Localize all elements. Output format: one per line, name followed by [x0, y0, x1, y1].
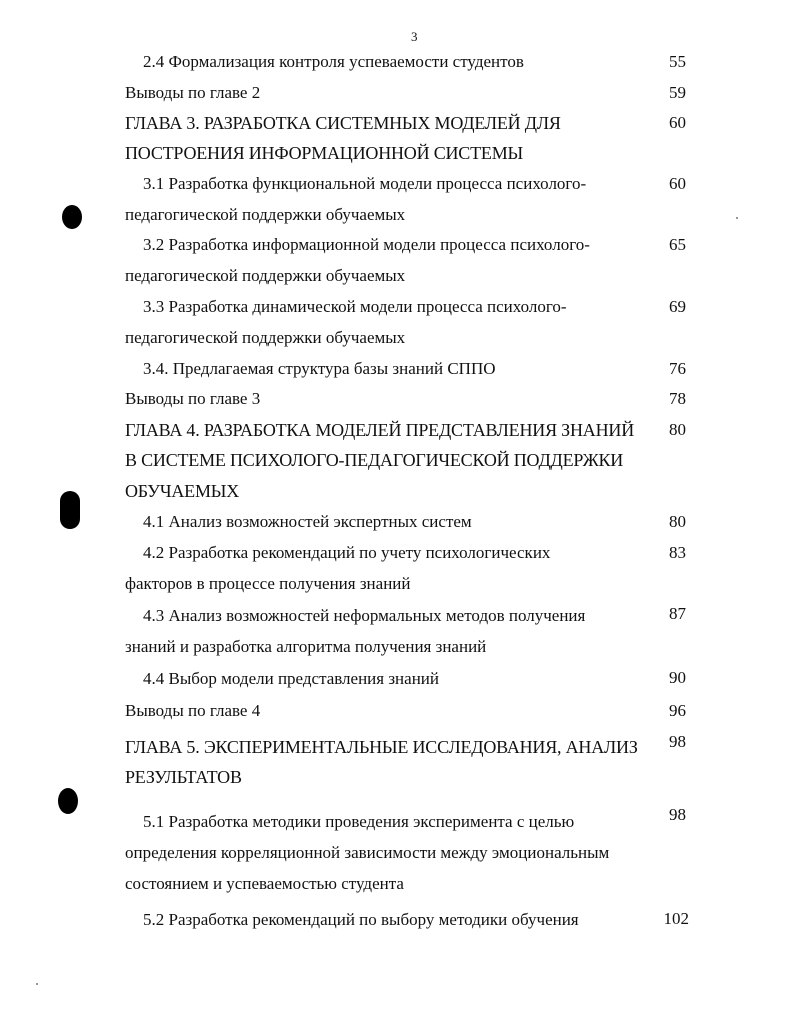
toc-entry-title: 5.2 Разработка рекомендаций по выбору методики обучения	[143, 910, 579, 929]
page-number: 3	[411, 29, 418, 44]
toc-entry-title: 4.1 Анализ возможностей экспертных систем	[143, 512, 472, 531]
toc-entry-title: 3.4. Предлагаемая структура базы знаний СППО	[143, 359, 496, 378]
binder-hole-top	[62, 205, 82, 229]
binder-hole-middle	[60, 491, 80, 529]
toc-entry-page: 59	[669, 83, 686, 102]
toc-entry-page: 102	[663, 909, 689, 928]
toc-entry-title: ОБУЧАЕМЫХ	[125, 481, 240, 501]
toc-entry-title: знаний и разработка алгоритма получения знаний	[125, 637, 487, 656]
toc-entry-title: ГЛАВА 4. РАЗРАБОТКА МОДЕЛЕЙ ПРЕДСТАВЛЕНИЯ ЗНАНИЙ	[125, 420, 634, 440]
toc-entry-title: педагогической поддержки обучаемых	[125, 328, 406, 347]
toc-entry-page: 87	[669, 604, 686, 623]
toc-entry-title: РЕЗУЛЬТАТОВ	[125, 767, 242, 787]
toc-entry-title: В СИСТЕМЕ ПСИХОЛОГО-ПЕДАГОГИЧЕСКОЙ ПОДДЕРЖКИ	[125, 450, 624, 470]
toc-entry-page: 98	[669, 732, 686, 751]
toc-entry-page: 69	[669, 297, 686, 316]
toc-entry-title: педагогической поддержки обучаемых	[125, 266, 406, 285]
toc-entry-title: 4.4 Выбор модели представления знаний	[143, 669, 439, 688]
binder-hole-bottom	[58, 788, 78, 814]
toc-entry-title: 3.2 Разработка информационной модели процесса психолого-	[143, 235, 590, 254]
toc-entry-title: Выводы по главе 2	[125, 83, 261, 102]
toc-entry-title: 2.4 Формализация контроля успеваемости студентов	[143, 52, 524, 71]
toc-entry-title: 3.3 Разработка динамической модели процесса психолого-	[143, 297, 567, 316]
toc-entry-title: Выводы по главе 3	[125, 389, 261, 408]
toc-entry-title: 4.2 Разработка рекомендаций по учету психологических	[143, 543, 551, 562]
toc-entry-title: 5.1 Разработка методики проведения эксперимента с целью	[143, 812, 575, 831]
toc-entry-title: 4.3 Анализ возможностей неформальных методов получения	[143, 606, 586, 625]
toc-entry-page: 78	[669, 389, 686, 408]
toc-entry-title: педагогической поддержки обучаемых	[125, 205, 406, 224]
toc-entry-title: состоянием и успеваемостью студента	[125, 874, 404, 893]
toc-entry-page: 90	[669, 668, 686, 687]
toc-entry-page: 76	[669, 359, 686, 378]
scan-speck	[36, 983, 38, 985]
toc-entry-page: 83	[669, 543, 686, 562]
scan-speck	[736, 217, 738, 219]
toc-entry-title: ГЛАВА 3. РАЗРАБОТКА СИСТЕМНЫХ МОДЕЛЕЙ ДЛЯ	[125, 113, 561, 133]
toc-entry-title: факторов в процессе получения знаний	[125, 574, 411, 593]
toc-entry-title: определения корреляционной зависимости между эмоциональным	[125, 843, 610, 862]
toc-entry-title: 3.1 Разработка функциональной модели процесса психолого-	[143, 174, 587, 193]
toc-entry-page: 98	[669, 805, 686, 824]
toc-entry-title: Выводы по главе 4	[125, 701, 261, 720]
toc-entry-page: 60	[669, 174, 686, 193]
toc-entry-page: 96	[669, 701, 686, 720]
toc-entry-page: 60	[669, 113, 686, 132]
toc-entry-page: 55	[669, 52, 686, 71]
toc-entry-page: 80	[669, 420, 686, 439]
toc-entry-page: 80	[669, 512, 686, 531]
toc-entry-title: ПОСТРОЕНИЯ ИНФОРМАЦИОННОЙ СИСТЕМЫ	[125, 143, 523, 163]
toc-entry-title: ГЛАВА 5. ЭКСПЕРИМЕНТАЛЬНЫЕ ИССЛЕДОВАНИЯ, АНАЛИЗ	[125, 737, 638, 757]
toc-entry-page: 65	[669, 235, 686, 254]
